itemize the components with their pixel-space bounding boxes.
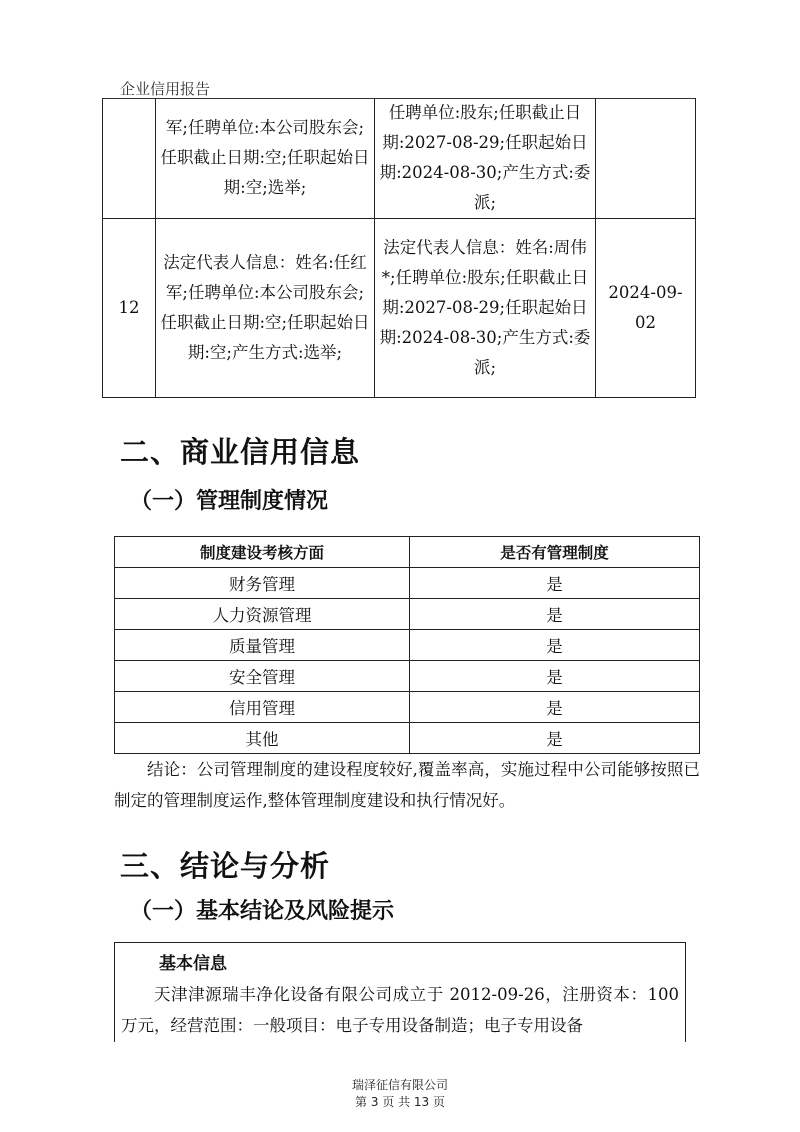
table-row — [115, 568, 700, 599]
has-system-cell: 是 — [410, 661, 700, 692]
before-change-cell: 法定代表人信息：姓名:任红军;任聘单位:本公司股东会;任职截止日期:空;任职起始日期:空;产生方式:选举; — [156, 219, 375, 398]
table-row — [103, 98, 696, 219]
aspect-cell: 信用管理 — [115, 692, 410, 723]
section-heading-conclusion-analysis: 三、结论与分析 — [120, 849, 331, 883]
after-change-cell: 法定代表人信息：姓名:周伟*;任聘单位:股东;任职截止日期:2027-08-29;任职起始日期:2024-08-30;产生方式:委派; — [375, 219, 596, 398]
column-header-aspect: 制度建设考核方面 — [115, 537, 410, 568]
change-date-cell: 2024-09-02 — [596, 219, 696, 398]
has-system-cell: 是 — [410, 568, 700, 599]
table-row — [103, 219, 696, 398]
aspect-cell: 其他 — [115, 723, 410, 754]
table-row — [115, 692, 700, 723]
subsection-heading-management-system: （一）管理制度情况 — [130, 489, 329, 514]
aspect-cell: 人力资源管理 — [115, 599, 410, 630]
management-conclusion-paragraph: 结论：公司管理制度的建设程度较好,覆盖率高，实施过程中公司能够按照已制定的管理制度运作,整体管理制度建设和执行情况好。 — [114, 760, 700, 810]
table-row — [115, 630, 700, 661]
aspect-cell: 质量管理 — [115, 630, 410, 661]
basic-info-title: 基本信息 — [159, 954, 227, 974]
row-number-cell — [103, 98, 156, 219]
report-header-title: 企业信用报告 — [120, 80, 211, 98]
section-heading-business-credit: 二、商业信用信息 — [120, 435, 361, 469]
footer-company: 瑞泽征信有限公司 — [351, 1078, 448, 1092]
table-header-row — [115, 537, 700, 568]
has-system-cell: 是 — [410, 723, 700, 754]
row-number-cell: 12 — [103, 219, 156, 398]
management-system-table — [114, 536, 700, 754]
aspect-cell: 财务管理 — [115, 568, 410, 599]
table-row — [115, 599, 700, 630]
has-system-cell: 是 — [410, 599, 700, 630]
change-date-cell — [596, 98, 696, 219]
aspect-cell: 安全管理 — [115, 661, 410, 692]
table-row — [115, 723, 700, 754]
footer-page-number: 第 3 页 共 13 页 — [355, 1095, 445, 1109]
before-change-cell: 军;任聘单位:本公司股东会;任职截止日期:空;任职起始日期:空;选举; — [156, 98, 375, 219]
change-record-table — [102, 98, 696, 398]
column-header-has-system: 是否有管理制度 — [410, 537, 700, 568]
subsection-heading-basic-conclusion: （一）基本结论及风险提示 — [130, 899, 395, 924]
has-system-cell: 是 — [410, 630, 700, 661]
has-system-cell: 是 — [410, 692, 700, 723]
after-change-cell: 任聘单位:股东;任职截止日期:2027-08-29;任职起始日期:2024-08-30;产生方式:委派; — [375, 98, 596, 219]
table-row — [115, 661, 700, 692]
basic-info-box — [114, 942, 686, 1042]
basic-info-text: 天津津源瑞丰净化设备有限公司成立于 2012-09-26，注册资本：100 万元，经营范围：一般项目：电子专用设备制造；电子专用设备 — [121, 985, 679, 1035]
